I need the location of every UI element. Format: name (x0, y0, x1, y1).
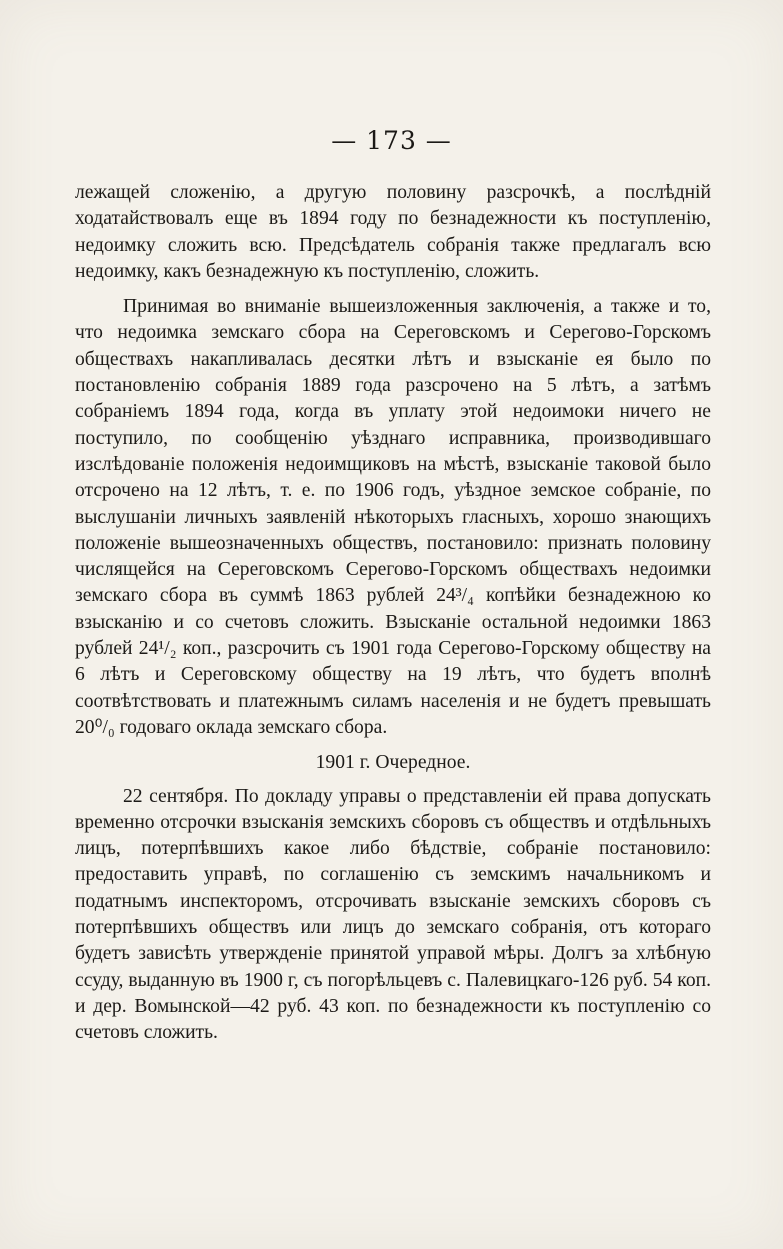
paragraph-3: 22 сентября. По докладу управы о представленіи ей права допускать временно отсрочки взысканія земскихъ сборовъ съ обществъ и отдѣльныхъ лицъ, потерпѣвшихъ какое либо бѣдствіе, собраніе постановило: предоставить управѣ, по соглашенію съ земскимъ начальникомъ и податнымъ инспекторомъ, отсрочивать взысканіе земскихъ сборовъ съ потерпѣвшихъ обществъ или лицъ до земскаго собранія, отъ котораго будетъ зависѣть утвержденіе принятой управой мѣры. Долгъ за хлѣбную ссуду, выданную въ 1900 г, съ погорѣльцевъ с. Палевицкаго-126 руб. 54 коп. и дер. Вомынской—42 руб. 43 коп. по безнадежности къ поступленію со счетовъ сложить. (75, 785, 711, 1044)
paragraph-2: Принимая во вниманіе вышеизложенныя заключенія, а также и то, что недоимка земскаго сбора на Сереговскомъ и Серегово-Горскомъ обществахъ накапливалась десятки лѣтъ и взысканіе ея было по постановленію собранія 1889 года разсрочено на 5 лѣтъ, а затѣмъ собраніемъ 1894 года, когда въ уплату этой недоимоки ничего не поступило, по сообщенію уѣзднаго исправника, производившаго изслѣдованіе положенія недоимщиковъ на мѣстѣ, взысканіе таковой было отсрочено на 12 лѣтъ, т. е. по 1906 годъ, уѣздное земское собраніе, по выслушаніи личныхъ заявленій нѣкоторыхъ гласныхъ, хорошо знающихъ положеніе вышеозначенныхъ обществъ, постановило: признать половину числящейся на Сереговскомъ Серегово-Горскомъ обществахъ недоимки земскаго сбора въ суммѣ 1863 рублей 24³/₄ копѣйки безнадежною ко взысканію и со счетовъ сложить. Взысканіе остальной недоимки 1863 рублей 24¹/₂ коп., разсрочить съ 1901 года Серегово-Горскому обществу на 6 лѣтъ и Сереговскому обществу на 19 лѣтъ, что будетъ вполнѣ соотвѣтствовать и платежнымъ силамъ населенія и не будетъ превышать 20⁰/₀ годоваго оклада земскаго сбора. (75, 296, 711, 738)
page-number: — 173 — (331, 126, 452, 155)
body-text (75, 180, 711, 1056)
section-heading: 1901 г. Очередное. (315, 752, 471, 774)
paragraph-1: лежащей сложенію, а другую половину разсрочкѣ, а послѣдній ходатайствовалъ еще въ 1894 году по безнадежности къ поступленію, недоимку сложить всю. Предсѣдатель собранія также предлагалъ всю недоимку, какъ безнадежную къ поступленію, сложить. (75, 182, 711, 282)
